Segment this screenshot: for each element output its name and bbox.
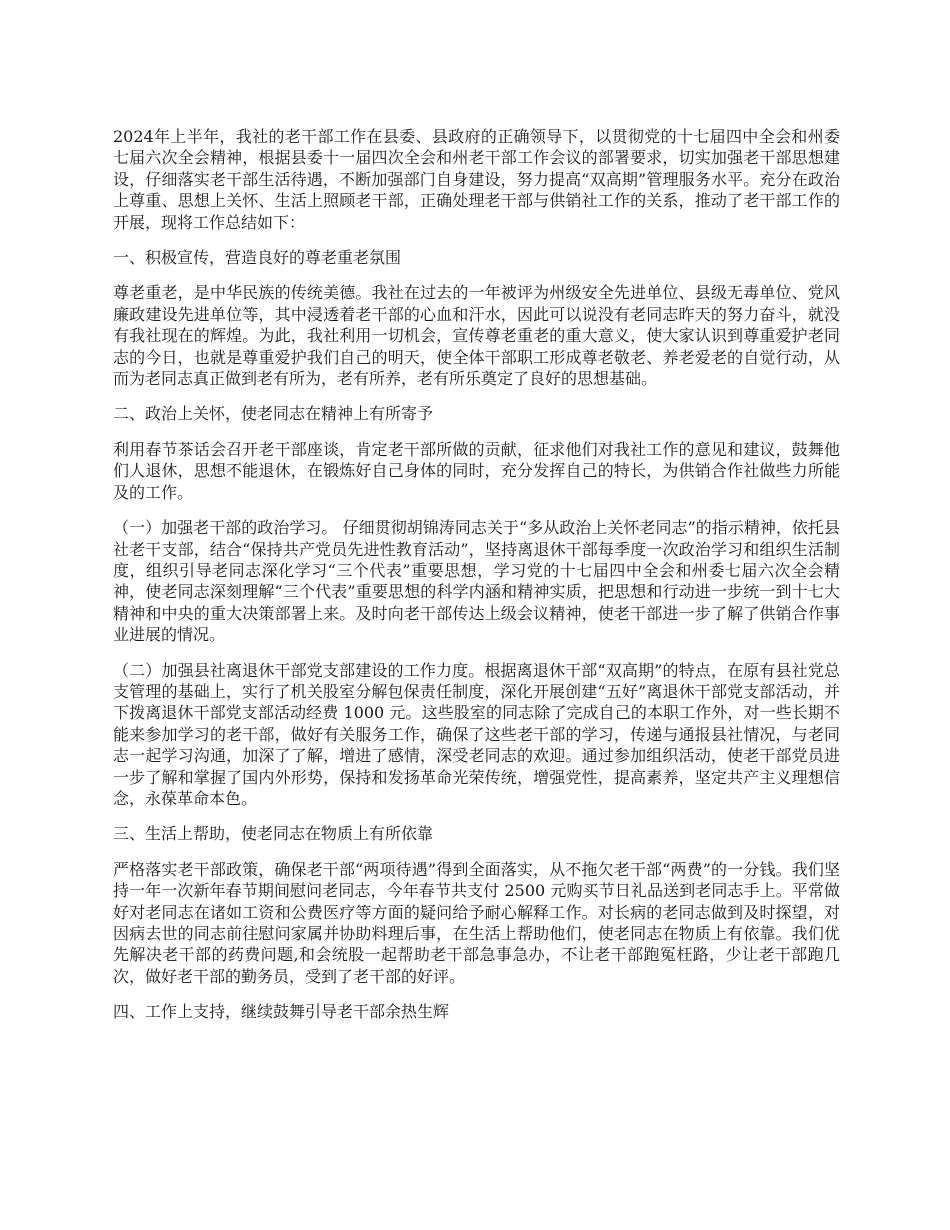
- intro-paragraph: 2024年上半年，我社的老干部工作在县委、县政府的正确领导下，以贯彻党的十七届四中全会和州委七届六次全会精神，根据县委十一届四次全会和州老干部工作会议的部署要求，切实加强老干部思想建设，仔细落实老干部生活待遇，不断加强部门自身建设，努力提高“双高期”管理服务水平。充分在政治上尊重、思想上关怀、生活上照顾老干部，正确处理老干部与供销社工作的关系，推动了老干部工作的开展，现将工作总结如下：: [113, 127, 840, 232]
- section-heading-4: 四、工作上支持，继续鼓舞引导老干部余热生辉: [113, 1002, 450, 1022]
- section-2-subsection-1: （一）加强老干部的政治学习。 仔细贯彻胡锦涛同志关于“多从政治上关怀老同志”的指示精神，依托县社老干支部，结合“保持共产党员先进性教育活动”，坚持离退休干部每季度一次政治学习和组织生活制度，组织引导老同志深化学习“三个代表”重要思想，学习党的十七届四中全会和州委七届六次全会精神，使老同志深刻理解“三个代表”重要思想的科学内涵和精神实质，把思想和行动进一步统一到十七大精神和中央的重大决策部署上来。及时向老干部传达上级会议精神，使老干部进一步了解了供销合作事业进展的情况。: [113, 518, 840, 645]
- section-1-paragraph: 尊老重老，是中华民族的传统美德。我社在过去的一年被评为州级安全先进单位、县级无毒单位、党风廉政建设先进单位等，其中浸透着老干部的心血和汗水，因此可以说没有老同志昨天的努力奋斗，就没有我社现在的辉煌。为此，我社利用一切机会，宣传尊老重老的重大意义，使大家认识到尊重爱护老同志的今日，也就是尊重爱护我们自己的明天，使全体干部职工形成尊老敬老、养老爱老的自觉行动，从而为老同志真正做到老有所为，老有所养，老有所乐奠定了良好的思想基础。: [113, 283, 840, 389]
- section-heading-2: 二、政治上关怀，使老同志在精神上有所寄予: [113, 404, 434, 424]
- section-2-paragraph: 利用春节茶话会召开老干部座谈，肯定老干部所做的贡献，征求他们对我社工作的意见和建议，鼓舞他们人退休，思想不能退休，在锻炼好自己身体的同时，充分发挥自己的特长，为供销合作社做些力所能及的工作。: [113, 439, 840, 502]
- section-3-paragraph: 严格落实老干部政策，确保老干部“两项待遇”得到全面落实，从不拖欠老干部“两费”的一分钱。我们坚持一年一次新年春节期间慰问老同志，今年春节共支付 2500 元购买节日礼品送到老同志手上。平常做好对老同志在诸如工资和公费医疗等方面的疑问给予耐心解释工作。对长病的老同志做到及时探望，对因病去世的同志前往慰问家属并协助料理后事，在生活上帮助他们，使老同志在物质上有依靠。我们优先解决老干部的药费问题,和会统股一起帮助老干部急事急办，不让老干部跑冤枉路，少让老干部跑几次，做好老干部的勤务员，受到了老干部的好评。: [113, 859, 840, 986]
- section-heading-3: 三、生活上帮助，使老同志在物质上有所依靠: [113, 824, 434, 844]
- section-heading-1: 一、积极宣传，营造良好的尊老重老氛围: [113, 248, 402, 268]
- section-2-subsection-2: （二）加强县社离退休干部党支部建设的工作力度。根据离退休干部“双高期”的特点，在原有县社党总支管理的基础上，实行了机关股室分解包保责任制度，深化开展创建“五好”离退休干部党支部活动，并下拨离退休干部党支部活动经费 1000 元。这些股室的同志除了完成自己的本职工作外，对一些长期不能来参加学习的老干部，做好有关服务工作，确保了这些老干部的学习，传递与通报县社情况，与老同志一起学习沟通，加深了了解，增进了感情，深受老同志的欢迎。通过参加组织活动，使老干部党员进一步了解和掌握了国内外形势，保持和发扬革命光荣传统，增强党性，提高素养，坚定共产主义理想信念，永葆革命本色。: [113, 660, 840, 808]
- document-body: [113, 126, 840, 1037]
